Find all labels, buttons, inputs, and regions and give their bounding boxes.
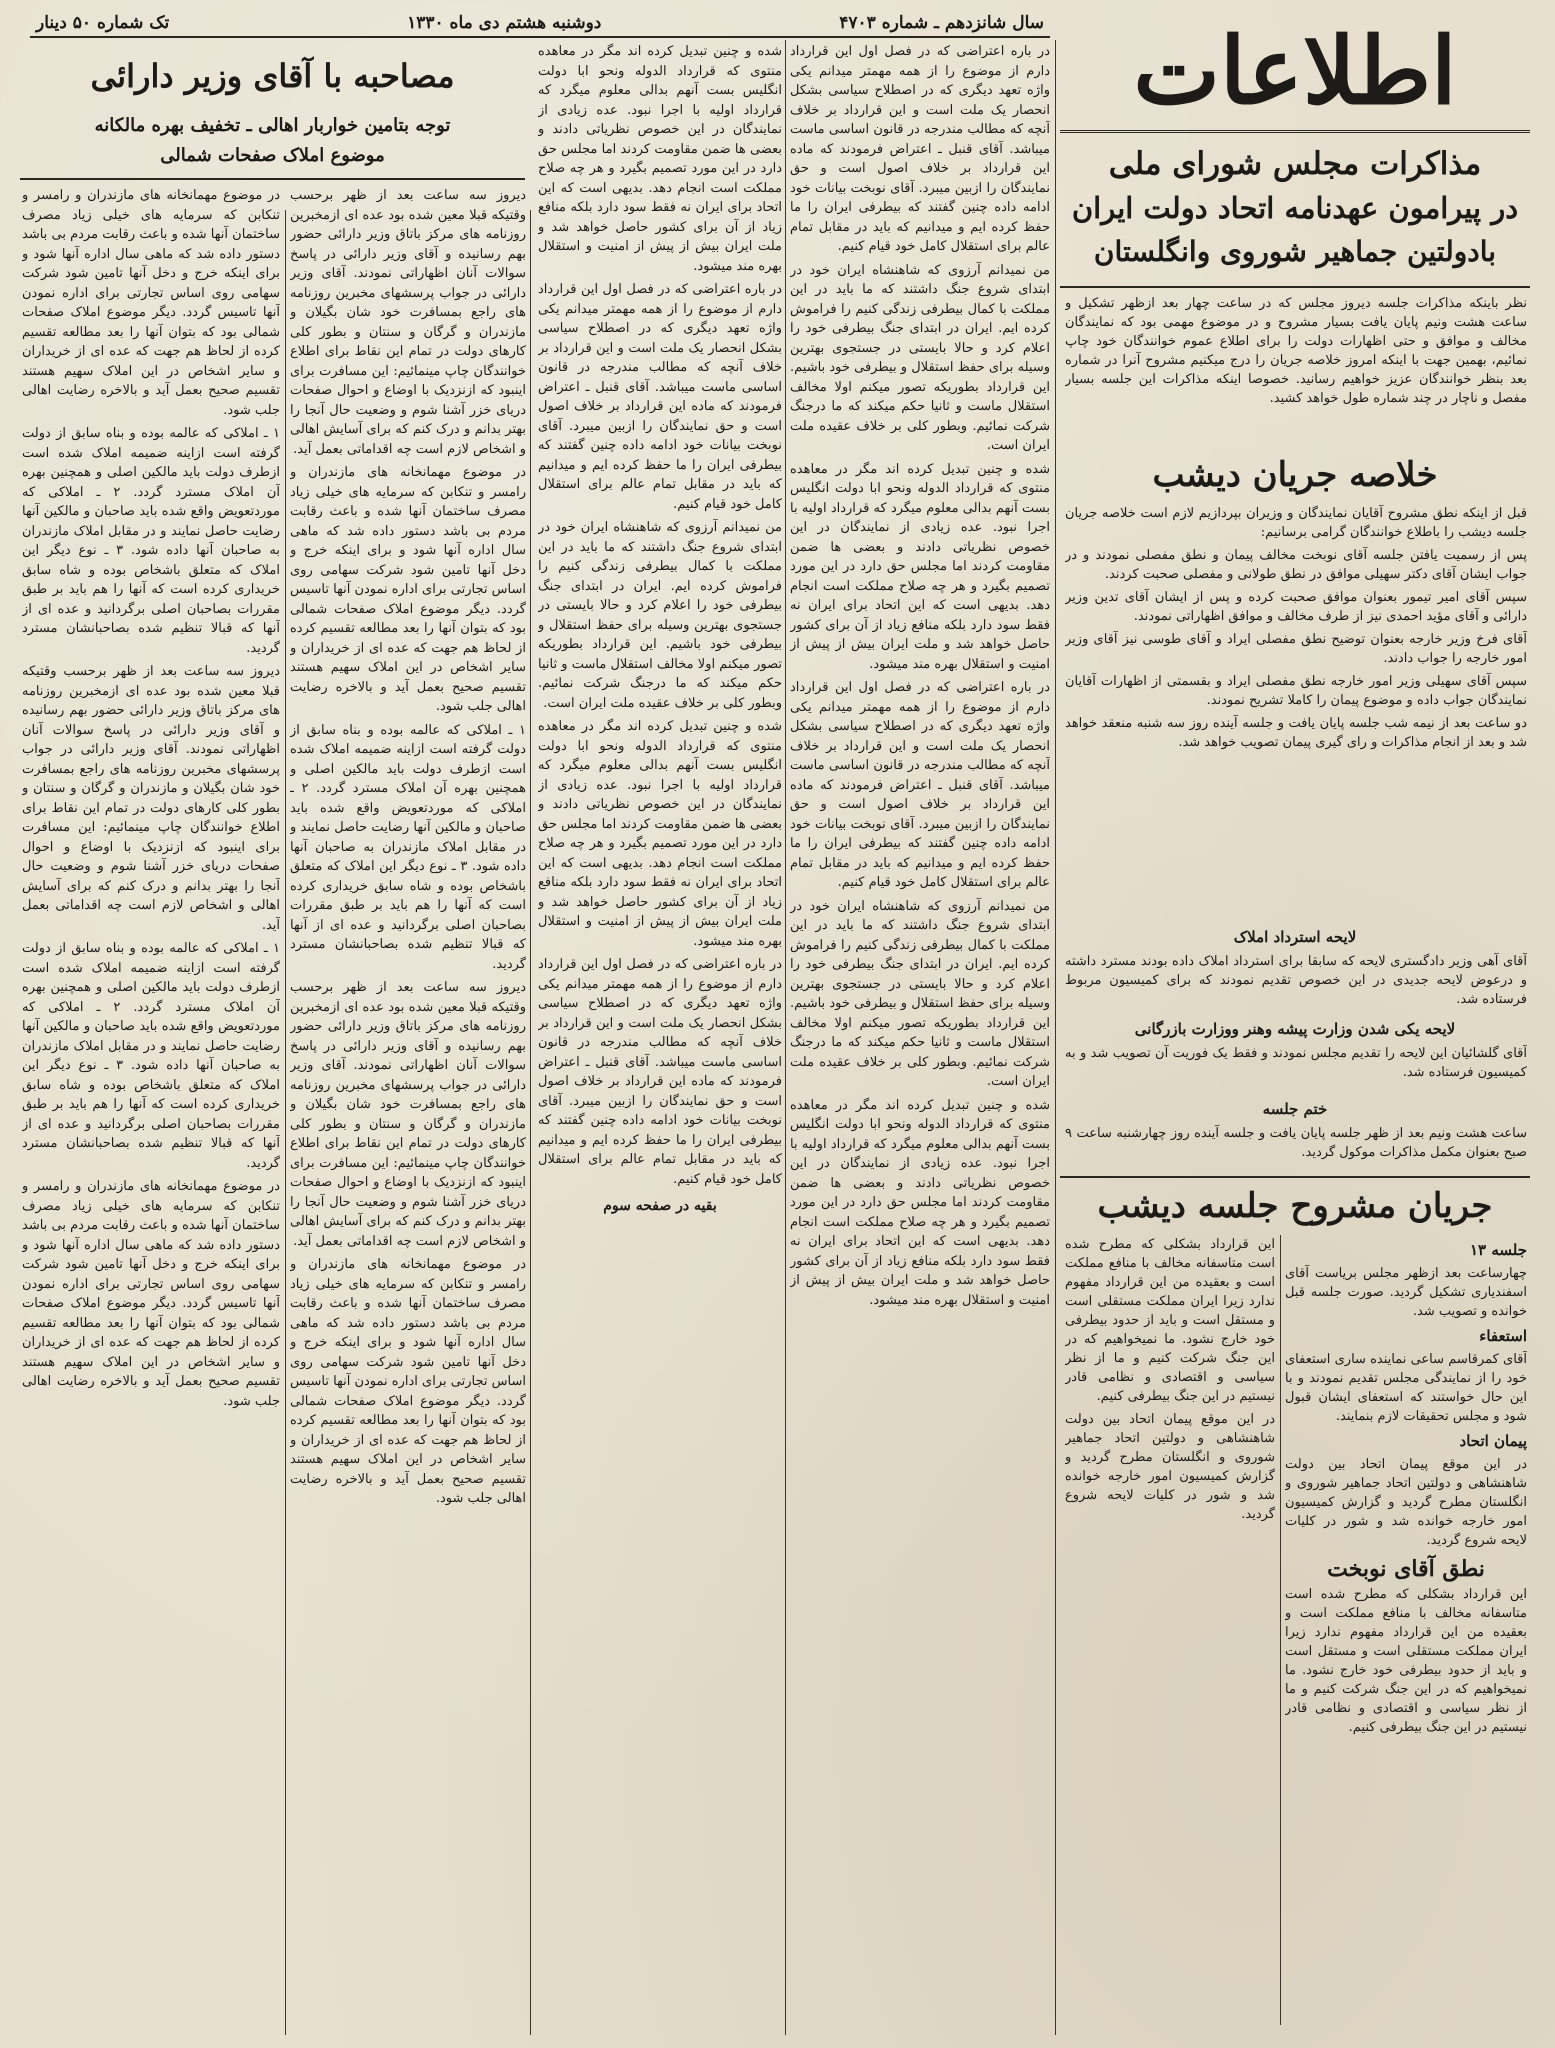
issue-info-bar [30, 10, 1050, 38]
lawbill-text: آقای آهی وزیر دادگستری لایحه که سابقا برای استرداد املاک داده بودند مسترد داشته و درعوض لایحه جدیدی در این خصوص تقدیم نمودند که برای کمیسیون مربوط فرستاده شد. [1065, 954, 1527, 1007]
main-headline [1060, 142, 1530, 282]
merger-body [1065, 1044, 1527, 1094]
interview-subhead1: توجه بتامین خواربار اهالی ـ تخفیف بهره مالکانه [94, 115, 451, 136]
resignation-heading: استعفاء [1479, 1327, 1527, 1345]
treaty-paragraph: شده و چنین تبدیل کرده اند مگر در معاهده منتوی که قرارداد الدوله ونحو ابا دولت انگلیس بست آنهم بدالی معلوم میگرد که قرارداد اولیه با اجرا نبود. عده زیادی از نمایندگان در این خصوص نظریاتی دادند و بعضی ها ضمن مقاومت کردند اما مجلس حق دارد در این مورد تصمیم بگیرد و هر چه صلاح مملکت است انجام دهد. بدیهی است که این اتحاد برای ایران نه فقط سود دارد بلکه منافع زیاد از آن برای کشور حاصل خواهد شد و ملت ایران بیش از پیش از امنیت و استقلال بهره مند میشود. [538, 719, 782, 949]
detailed-session-title: جریان مشروح جلسه دیشب [1097, 1186, 1493, 1226]
divider [1060, 1176, 1530, 1178]
issue-volume: سال شانزدهم ـ شماره ۴۷۰۳ [839, 13, 1044, 33]
summary-paragraph: سپس آقای سهیلی وزیر امور خارجه نطق مفصلی ایراد و بقسمتی از اظهارات آقایان نمایندگان جواب داده و موضوع پیمان را کاملا تشریح نمودند. [1065, 674, 1527, 708]
interview-paragraph: در موضوع مهمانخانه های مازندران و رامسر و تنکابن که سرمایه های خیلی زیاد مصرف ساختمان آنها شده و باعث رقابت مردم بی باشد دستور داده شد که ماهی سال اداره آنها شود و برای اینکه خرج و دخل آنها تامین شود شرکت سهامی روی اساس تجارتی برای اداره نمودن آنها تاسیس گردد. دیگر موضوع املاک صفحات شمالی بود که بتوان آنها را بعد مطالعه تقسیم کرده از لحاظ هم جهت که عده ای از خریداران و سایر اشخاص در این املاک سهیم هستند تقسیم صحیح بعمل آید و بالاخره رضایت اهالی جلب شود. [290, 1257, 526, 1506]
interview-paragraph: در موضوع مهمانخانه های مازندران و رامسر و تنکابن که سرمایه های خیلی زیاد مصرف ساختمان آنها شده و باعث رقابت مردم بی باشد دستور داده شد که ماهی سال اداره آنها شود و برای اینکه خرج و دخل آنها تامین شود شرکت سهامی روی اساس تجارتی برای اداره نمودن آنها تاسیس گردد. دیگر موضوع املاک صفحات شمالی بود که بتوان آنها را بعد مطالعه تقسیم کرده از لحاظ هم جهت که عده ای از خریداران و سایر اشخاص در این املاک سهیم هستند تقسیم صحیح بعمل آید و بالاخره رضایت اهالی جلب شود. [22, 1179, 280, 1409]
session-end-title: ختم جلسه [1262, 1100, 1328, 1118]
main-headline-line1: مذاکرات مجلس شورای ملی [1108, 146, 1482, 182]
interview-subhead2: موضوع املاک صفحات شمالی [160, 145, 385, 166]
treaty-paragraph: در باره اعتراضی که در فصل اول این قرارداد دارم از موضوع را از همه مهمتر میدانم یکی واژه تعهد دیگری که در اصطلاح سیاسی بشکل انحصار یک ملت است و این قرارداد بر خلاف آنچه که مطالب مندرجه در قانون اساسی ماست میباشد. آقای قنبل ـ اعتراض فرمودند که ماده این قرارداد بر خلاف اصول است و حق نمایندگان را ازبین میبرد. آقای نوبخت بیانات خود ادامه داده چنین گفتند که بیطرفی ایران را ما حفظ کرده ایم و میدانیم که باید در مقابل تمام عالم برای استقلال کامل خود قیام کنیم. [538, 282, 782, 512]
lawbill-body [1065, 952, 1527, 1012]
treaty-paragraph: در باره اعتراضی که در فصل اول این قرارداد دارم از موضوع را از همه مهمتر میدانم یکی واژه تعهد دیگری که در اصطلاح سیاسی بشکل انحصار یک ملت است و این قرارداد بر خلاف آنچه که مطالب مندرجه در قانون اساسی ماست میباشد. آقای قنبل ـ اعتراض فرمودند که ماده این قرارداد بر خلاف اصول است و حق نمایندگان را ازبین میبرد. آقای نوبخت بیانات خود ادامه داده چنین گفتند که بیطرفی ایران را ما حفظ کرده ایم و میدانیم که باید در مقابل تمام عالم برای استقلال کامل خود قیام کنیم. [538, 957, 782, 1187]
pact-text-continued: در این موقع پیمان اتحاد بین دولت شاهنشاهی و دولتین اتحاد جماهیر شوروی و انگلستان مطرح گردید و گزارش کمیسیون امور خارجه خوانده شد و شور در کلیات لایحه شروع گردید. [1065, 1412, 1275, 1522]
treaty-paragraph: شده و چنین تبدیل کرده اند مگر در معاهده منتوی که قرارداد الدوله ونحو ابا دولت انگلیس بست آنهم بدالی معلوم میگرد که قرارداد اولیه با اجرا نبود. عده زیادی از نمایندگان در این خصوص نظریاتی دادند و بعضی ها ضمن مقاومت کردند اما مجلس حق دارد در این مورد تصمیم بگیرد و هر چه صلاح مملکت است انجام دهد. بدیهی است که این اتحاد برای ایران نه فقط سود دارد بلکه منافع زیاد از آن برای کشور حاصل خواهد شد و ملت ایران بیش از پیش از امنیت و استقلال بهره مند میشود. [790, 461, 1050, 672]
interview-paragraph: دیروز سه ساعت بعد از ظهر برحسب وقتیکه قبلا معین شده بود عده ای ازمخبرین روزنامه های مرکز باتاق وزیر دارائی حضور بهم رسانیده و آقای وزیر دارائی در پاسخ سوالات آنان اظهاراتی نمودند. آقای وزیر دارائی در جواب پرسشهای مخبرین روزنامه های راجع بمسافرت خود شان بگیلان و مازندران و گرگان و سنتان و بطور کلی کارهای دولت در تمام این نقاط برای اطلاع خوانندگان چاپ مینمائیم: این مسافرت برای اینبود که ازنزدیک با اوضاع و احوال صفحات دریای خزر آشنا شوم و وضعیت حال آنجا را بهتر بدانم و درک کنم که برای آسایش اهالی و اشخاص لازم است چه اقداماتی بعمل آید. [290, 188, 526, 457]
continued-note: بقیه در صفحه سوم [603, 1198, 717, 1214]
interview-column-b [22, 186, 280, 2032]
interview-paragraph: ۱ ـ املاکی که عالمه بوده و بناه سابق از دولت گرفته است ازاینه ضمیمه املاک شده است ازطرف دولت باید مالکین اصلی و همچنین بهره آن املاک مسترد گردد. ۲ ـ املاکی که موردتعویض واقع شده باید صاحبان و مالکین آنها رضایت حاصل نمایند و در مقابل املاک مازندران به صاحبان آنها داده شود. ۳ ـ نوع دیگر این املاک که متعلق باشخاص بوده و شاه سابق خریداری کرده است که آنها را هم باید بر طبق مقررات بصاحبان اصلی برگردانید و عده ای از آنها که قبالا تنظیم شده بصاحبانشان مسترد گردید. [290, 722, 526, 972]
interview-paragraph: ۱ ـ املاکی که عالمه بوده و بناه سابق از دولت گرفته است ازاینه ضمیمه املاک شده است ازطرف دولت باید مالکین اصلی و همچنین بهره آن املاک مسترد گردد. ۲ ـ املاکی که موردتعویض واقع شده باید صاحبان و مالکین آنها رضایت حاصل نمایند و در مقابل املاک مازندران به صاحبان آنها داده شود. ۳ ـ نوع دیگر این املاک که متعلق باشخاص بوده و شاه سابق خریداری کرده است که آنها را هم باید بر طبق مقررات بصاحبان اصلی برگردانید و عده ای از آنها که قبالا تنظیم شده بصاحبانشان مسترد گردید. [22, 426, 280, 656]
summary-paragraph: آقای فرخ وزیر خارجه بعنوان توضیح نطق مفصلی ایراد و آقای طوسی نیز آقای وزیر امور خارجه را جواب دادند. [1065, 632, 1527, 666]
detailed-session-col-right [1285, 1235, 1527, 2025]
newspaper-masthead: اطلاعات [1060, 12, 1530, 133]
summary-paragraph: سپس آقای امیر تیمور بعنوان موافق صحبت کرده و پس از ایشان آقای تدین وزیر دارائی و آقای مؤید احمدی نیز از طرف مخالف و موافق اظهاراتی نمودند. [1065, 590, 1527, 624]
main-story-intro [1065, 294, 1527, 444]
column-rule [530, 210, 531, 2035]
session-end-body [1065, 1124, 1527, 1170]
session-number-label: جلسه ۱۳ [1469, 1241, 1527, 1259]
summary-body [1065, 504, 1527, 924]
interview-headline: مصاحبه با آقای وزیر دارائی [90, 57, 455, 95]
resignation-text: آقای کمرقاسم ساعی نماینده ساری استعفای خود را از نمایندگی مجلس تقدیم نمودند و با این حال خواستند که استعفای ایشان قبول شود و مجلس تحقیقات لازم بنمایند. [1285, 1352, 1527, 1424]
treaty-column-2 [538, 42, 782, 2032]
merger-text: آقای گلشائیان این لایحه را تقدیم مجلس نمودند و فقط یک فوریت آن تصویب شد و به کمیسیون فرستاده شد. [1065, 1046, 1527, 1080]
summary-paragraph: پس از رسمیت یافتن جلسه آقای نوبخت مخالف پیمان و نطق مفصلی نمودند و در جواب ایشان آقای دکتر سهیلی موافق در نطق طولانی و مفصلی صحبت کردند. [1065, 548, 1527, 582]
column-rule [1055, 40, 1056, 2035]
treaty-paragraph: در باره اعتراضی که در فصل اول این قرارداد دارم از موضوع را از همه مهمتر میدانم یکی واژه تعهد دیگری که در اصطلاح سیاسی بشکل انحصار یک ملت است و این قرارداد بر خلاف آنچه که مطالب مندرجه در قانون اساسی ماست میباشد. آقای قنبل ـ اعتراض فرمودند که ماده این قرارداد بر خلاف اصول است و حق نمایندگان را ازبین میبرد. آقای نوبخت بیانات خود ادامه داده چنین گفتند که بیطرفی ایران را ما حفظ کرده ایم و میدانیم که باید در مقابل تمام عالم برای استقلال کامل خود قیام کنیم. [790, 680, 1050, 890]
summary-title: خلاصه جریان دیشب [1152, 455, 1438, 495]
interview-paragraph: در موضوع مهمانخانه های مازندران و رامسر و تنکابن که سرمایه های خیلی زیاد مصرف ساختمان آنها شده و باعث رقابت مردم بی باشد دستور داده شد که ماهی سال اداره آنها شود و برای اینکه خرج و دخل آنها تامین شود شرکت سهامی روی اساس تجارتی برای اداره نمودن آنها تاسیس گردد. دیگر موضوع املاک صفحات شمالی بود که بتوان آنها را بعد مطالعه تقسیم کرده از لحاظ هم جهت که عده ای از خریداران و سایر اشخاص در این املاک سهیم هستند تقسیم صحیح بعمل آید و بالاخره رضایت اهالی جلب شود. [290, 465, 526, 714]
treaty-column-1 [790, 42, 1050, 2032]
treaty-paragraph: شده و چنین تبدیل کرده اند مگر در معاهده منتوی که قرارداد الدوله ونحو ابا دولت انگلیس بست آنهم بدالی معلوم میگرد که قرارداد اولیه با اجرا نبود. عده زیادی از نمایندگان در این خصوص نظریاتی دادند و بعضی ها ضمن مقاومت کردند اما مجلس حق دارد در این مورد تصمیم بگیرد و هر چه صلاح مملکت است انجام دهد. بدیهی است که این اتحاد برای ایران نه فقط سود دارد بلکه منافع زیاد از آن برای کشور حاصل خواهد شد و ملت ایران بیش از پیش از امنیت و استقلال بهره مند میشود. [790, 1097, 1050, 1308]
merger-title: لایحه یکی شدن وزارت پیشه وهنر ووزارت بازرگانی [1134, 1020, 1456, 1038]
column-rule [1280, 1235, 1281, 2025]
divider [20, 178, 525, 180]
interview-paragraph: در موضوع مهمانخانه های مازندران و رامسر و تنکابن که سرمایه های خیلی زیاد مصرف ساختمان آنها شده و باعث رقابت مردم بی باشد دستور داده شد که ماهی سال اداره آنها شود و برای اینکه خرج و دخل آنها تامین شود شرکت سهامی روی اساس تجارتی برای اداره نمودن آنها تاسیس گردد. دیگر موضوع املاک صفحات شمالی بود که بتوان آنها را بعد مطالعه تقسیم کرده از لحاظ هم جهت که عده ای از خریداران و سایر اشخاص در این املاک سهیم هستند تقسیم صحیح بعمل آید و بالاخره رضایت اهالی جلب شود. [22, 188, 280, 418]
main-headline-line3: بادولتین جماهیر شوروی وانگلستان [1093, 235, 1497, 268]
treaty-paragraph: من نمیدانم آرزوی که شاهنشاه ایران خود در ابتدای شروع جنگ داشتند که ما باید در این مملکت با کمال بیطرفی زندگی کنیم را فراموش کرده ایم. ایران در ابتدای جنگ بیطرفی خود را اعلام کرد و حالا بایستی در جستجوی بهترین وسیله برای حفظ استقلال و بیطرفی خود باشیم. این قرارداد بطوریکه تصور میکنم اولا مخالف استقلال ماست و ثانیا حکم میکند که ما درجنگ شرکت نمائیم. وبطور کلی بر خلاف عقیده ملت ایران است. [538, 520, 782, 711]
issue-date: دوشنبه هشتم دی ماه ۱۳۳۰ [407, 13, 602, 33]
summary-paragraph: قبل از اینکه نطق مشروح آقایان نمایندگان و وزیران بپردازیم لازم است خلاصه جریان جلسه دیشب را باطلاع خوانندگان گرامی برسانیم: [1065, 506, 1527, 540]
lawbill-title: لایحه استرداد املاک [1233, 928, 1357, 946]
treaty-paragraph: در باره اعتراضی که در فصل اول این قرارداد دارم از موضوع را از همه مهمتر میدانم یکی واژه تعهد دیگری که در اصطلاح سیاسی بشکل انحصار یک ملت است و این قرارداد بر خلاف آنچه که مطالب مندرجه در قانون اساسی ماست میباشد. آقای قنبل ـ اعتراض فرمودند که ماده این قرارداد بر خلاف اصول است و حق نمایندگان را ازبین میبرد. آقای نوبخت بیانات خود ادامه داده چنین گفتند که بیطرفی ایران را ما حفظ کرده ایم و میدانیم که باید در مقابل تمام عالم برای استقلال کامل خود قیام کنیم. [790, 44, 1050, 254]
interview-paragraph: دیروز سه ساعت بعد از ظهر برحسب وقتیکه قبلا معین شده بود عده ای ازمخبرین روزنامه های مرکز باتاق وزیر دارائی حضور بهم رسانیده و آقای وزیر دارائی در پاسخ سوالات آنان اظهاراتی نمودند. آقای وزیر دارائی در جواب پرسشهای مخبرین روزنامه های راجع بمسافرت خود شان بگیلان و مازندران و گرگان و سنتان و بطور کلی کارهای دولت در تمام این نقاط برای اطلاع خوانندگان چاپ مینمائیم: این مسافرت برای اینبود که ازنزدیک با اوضاع و احوال صفحات دریای خزر آشنا شوم و وضعیت حال آنجا را بهتر بدانم و درک کنم که برای آسایش اهالی و اشخاص لازم است چه اقداماتی بعمل آید. [22, 664, 280, 933]
column-rule [285, 210, 286, 2035]
interview-paragraph: ۱ ـ املاکی که عالمه بوده و بناه سابق از دولت گرفته است ازاینه ضمیمه املاک شده است ازطرف دولت باید مالکین اصلی و همچنین بهره آن املاک مسترد گردد. ۲ ـ املاکی که موردتعویض واقع شده باید صاحبان و مالکین آنها رضایت حاصل نمایند و در مقابل املاک مازندران به صاحبان آنها داده شود. ۳ ـ نوع دیگر این املاک که متعلق باشخاص بوده و شاه سابق خریداری کرده است که آنها را هم باید بر طبق مقررات بصاحبان اصلی برگردانید و عده ای از آنها که قبالا تنظیم شده بصاحبانشان مسترد گردید. [22, 941, 280, 1171]
column-rule [785, 40, 786, 2035]
intro-paragraph: نظر باینکه مذاکرات جلسه دیروز مجلس که در ساعت چهار بعد ازظهر تشکیل و ساعت هشت ونیم پایان یافت بسیار مشروح و در موضوع مهمی بود که نمایندگان مخالف و موافق و حتی اظهارات دولت را برای اطلاع عموم خوانندگان خود چاپ نمائیم، بهمین جهت با اینکه امروز خلاصه جریان را درج میکنیم مشروح آنرا در شماره بعد بنظر خوانندگان عزیز خواهیم رسانید. خصوصا اینکه مذاکرات این جلسه بسیار مفصل و ناچار در چند شماره طول خواهد کشید. [1065, 296, 1527, 406]
treaty-paragraph: من نمیدانم آرزوی که شاهنشاه ایران خود در ابتدای شروع جنگ داشتند که ما باید در این مملکت با کمال بیطرفی زندگی کنیم را فراموش کرده ایم. ایران در ابتدای جنگ بیطرفی خود را اعلام کرد و حالا بایستی در جستجوی بهترین وسیله برای حفظ استقلال و بیطرفی خود باشیم. این قرارداد بطوریکه تصور میکنم اولا مخالف استقلال ماست و ثانیا حکم میکند که ما درجنگ شرکت نمائیم. وبطور کلی بر خلاف عقیده ملت ایران است. [790, 898, 1050, 1089]
divider [1060, 286, 1530, 288]
speech-heading: نطق آقای نوبخت [1327, 1556, 1485, 1582]
summary-paragraph: دو ساعت بعد از نیمه شب جلسه پایان یافت و جلسه آینده روز سه شنبه منعقد خواهد شد و بعد از انجام مذاکرات و رای گیری پیمان تصویب خواهد شد. [1065, 716, 1527, 750]
interview-paragraph: دیروز سه ساعت بعد از ظهر برحسب وقتیکه قبلا معین شده بود عده ای ازمخبرین روزنامه های مرکز باتاق وزیر دارائی حضور بهم رسانیده و آقای وزیر دارائی در پاسخ سوالات آنان اظهاراتی نمودند. آقای وزیر دارائی در جواب پرسشهای مخبرین روزنامه های راجع بمسافرت خود شان بگیلان و مازندران و گرگان و سنتان و بطور کلی کارهای دولت در تمام این نقاط برای اطلاع خوانندگان چاپ مینمائیم: این مسافرت برای اینبود که ازنزدیک با اوضاع و احوال صفحات دریای خزر آشنا شوم و وضعیت حال آنجا را بهتر بدانم و درک کنم که برای آسایش اهالی و اشخاص لازم است چه اقداماتی بعمل آید. [290, 980, 526, 1249]
main-headline-line2: در پیرامون عهدنامه اتحاد دولت ایران [1071, 191, 1519, 225]
detailed-session-col-left [1065, 1235, 1275, 2025]
treaty-paragraph: شده و چنین تبدیل کرده اند مگر در معاهده منتوی که قرارداد الدوله ونحو ابا دولت انگلیس بست آنهم بدالی معلوم میگرد که قرارداد اولیه با اجرا نبود. عده زیادی از نمایندگان در این خصوص نظریاتی دادند و بعضی ها ضمن مقاومت کردند اما مجلس حق دارد در این مورد تصمیم بگیرد و هر چه صلاح مملکت است انجام دهد. بدیهی است که این اتحاد برای ایران نه فقط سود دارد بلکه منافع زیاد از آن برای کشور حاصل خواهد شد و ملت ایران بیش از پیش از امنیت و استقلال بهره مند میشود. [538, 44, 782, 274]
issue-price: تک شماره ۵۰ دینار [36, 13, 170, 33]
treaty-paragraph: من نمیدانم آرزوی که شاهنشاه ایران خود در ابتدای شروع جنگ داشتند که ما باید در این مملکت با کمال بیطرفی زندگی کنیم را فراموش کرده ایم. ایران در ابتدای جنگ بیطرفی خود را اعلام کرد و حالا بایستی در جستجوی بهترین وسیله برای حفظ استقلال و بیطرفی خود باشیم. این قرارداد بطوریکه تصور میکنم اولا مخالف استقلال ماست و ثانیا حکم میکند که ما درجنگ شرکت نمائیم. وبطور کلی بر خلاف عقیده ملت ایران است. [790, 262, 1050, 453]
interview-column-a [290, 186, 526, 2032]
session-intro-text: چهارساعت بعد ازظهر مجلس بریاست آقای اسفندیاری تشکیل گردید. صورت جلسه قبل خوانده و تصویب شد. [1285, 1266, 1527, 1319]
speech-text-continued: این قرارداد بشکلی که مطرح شده است متاسفانه مخالف با منافع مملکت است و بعقیده من این قرارداد مفهوم ندارد زیرا ایران مملکت مستقلی است و مستقل است و باید از حدود بیطرفی خود خارج نشود. ما نمیخواهیم که در این جنگ شرکت کنیم و ما از نظر سیاسی و اقتصادی و نظامی قادر نیستیم در این جنگ بیطرفی کنیم. [1065, 1237, 1275, 1404]
pact-text: در این موقع پیمان اتحاد بین دولت شاهنشاهی و دولتین اتحاد جماهیر شوروی و انگلستان مطرح گردید و گزارش کمیسیون امور خارجه خوانده شد و شور در کلیات لایحه شروع گردید. [1285, 1457, 1527, 1548]
session-end-text: ساعت هشت ونیم بعد از ظهر جلسه پایان یافت و جلسه آینده روز چهارشنبه ساعت ۹ صبح بعنوان مکمل مذاکرات موکول گردید. [1065, 1126, 1527, 1160]
pact-heading: پیمان اتحاد [1459, 1432, 1527, 1450]
speech-text: این قرارداد بشکلی که مطرح شده است متاسفانه مخالف با منافع مملکت است و بعقیده من این قرارداد مفهوم ندارد زیرا ایران مملکت مستقلی است و مستقل است و باید از حدود بیطرفی خود خارج نشود. ما نمیخواهیم که در این جنگ شرکت کنیم و ما از نظر سیاسی و اقتصادی و نظامی قادر نیستیم در این جنگ بیطرفی کنیم. [1285, 1587, 1527, 1735]
